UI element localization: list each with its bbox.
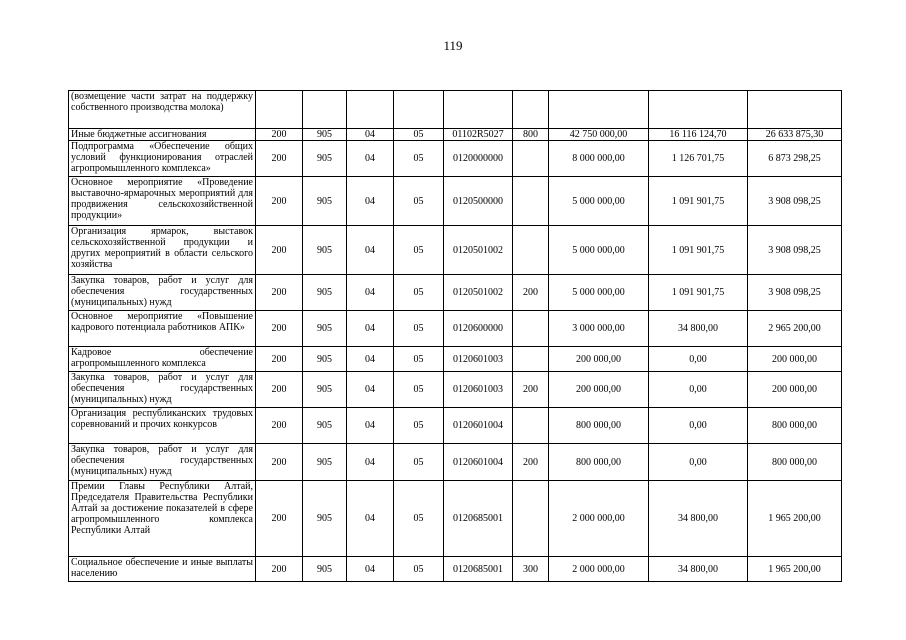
cell-expense-type (513, 141, 549, 177)
cell-target-article: 0120601003 (444, 372, 513, 408)
cell-admin-code: 200 (256, 226, 303, 275)
cell-expense-type (513, 91, 549, 129)
cell-executed-amount: 1 091 901,75 (649, 226, 748, 275)
cell-expense-type (513, 177, 549, 226)
cell-planned-amount: 3 000 000,00 (549, 311, 649, 347)
cell-target-article: 0120600000 (444, 311, 513, 347)
row-name: Основное мероприятие «Повышение кадрового потенциала работников АПК» (69, 311, 256, 347)
cell-target-article: 0120501002 (444, 275, 513, 311)
cell-section: 04 (347, 141, 394, 177)
cell-executed-amount: 1 091 901,75 (649, 177, 748, 226)
cell-remaining-amount: 3 908 098,25 (748, 275, 842, 311)
cell-planned-amount: 2 000 000,00 (549, 481, 649, 557)
cell-target-article (444, 91, 513, 129)
cell-admin-code: 200 (256, 275, 303, 311)
cell-subsection: 05 (394, 557, 444, 582)
cell-target-article: 0120000000 (444, 141, 513, 177)
cell-remaining-amount: 6 873 298,25 (748, 141, 842, 177)
cell-admin-code: 200 (256, 557, 303, 582)
cell-executed-amount: 34 800,00 (649, 311, 748, 347)
cell-planned-amount: 5 000 000,00 (549, 275, 649, 311)
cell-expense-type: 200 (513, 372, 549, 408)
cell-remaining-amount: 1 965 200,00 (748, 481, 842, 557)
cell-subsection: 05 (394, 177, 444, 226)
cell-planned-amount: 8 000 000,00 (549, 141, 649, 177)
cell-admin-code: 200 (256, 141, 303, 177)
cell-admin-code: 200 (256, 177, 303, 226)
cell-expense-type (513, 481, 549, 557)
cell-ministry-code: 905 (303, 372, 347, 408)
cell-ministry-code: 905 (303, 226, 347, 275)
cell-admin-code (256, 91, 303, 129)
cell-ministry-code: 905 (303, 481, 347, 557)
row-name: Кадровое обеспечение агропромышленного комплекса (69, 347, 256, 372)
cell-executed-amount: 0,00 (649, 408, 748, 444)
cell-admin-code: 200 (256, 408, 303, 444)
row-name: (возмещение части затрат на поддержку собственного производства молока) (69, 91, 256, 129)
cell-planned-amount: 200 000,00 (549, 347, 649, 372)
cell-subsection: 05 (394, 311, 444, 347)
cell-section: 04 (347, 481, 394, 557)
cell-executed-amount: 0,00 (649, 347, 748, 372)
cell-executed-amount (649, 91, 748, 129)
cell-section: 04 (347, 177, 394, 226)
table-row (69, 347, 842, 372)
cell-target-article: 0120685001 (444, 481, 513, 557)
page-number: 119 (443, 38, 463, 53)
cell-subsection: 05 (394, 372, 444, 408)
cell-ministry-code: 905 (303, 129, 347, 141)
table-row (69, 177, 842, 226)
cell-remaining-amount: 800 000,00 (748, 444, 842, 481)
cell-subsection: 05 (394, 275, 444, 311)
cell-section: 04 (347, 444, 394, 481)
cell-section: 04 (347, 408, 394, 444)
cell-target-article: 0120685001 (444, 557, 513, 582)
cell-ministry-code: 905 (303, 557, 347, 582)
table-row (69, 275, 842, 311)
table-row (69, 372, 842, 408)
cell-section: 04 (347, 275, 394, 311)
cell-planned-amount: 5 000 000,00 (549, 226, 649, 275)
cell-executed-amount: 34 800,00 (649, 557, 748, 582)
cell-remaining-amount: 3 908 098,25 (748, 226, 842, 275)
cell-planned-amount: 5 000 000,00 (549, 177, 649, 226)
cell-admin-code: 200 (256, 481, 303, 557)
budget-table (68, 90, 842, 582)
table-row (69, 91, 842, 129)
cell-subsection: 05 (394, 129, 444, 141)
table-row (69, 444, 842, 481)
cell-target-article: 0120501002 (444, 226, 513, 275)
cell-expense-type (513, 226, 549, 275)
cell-section: 04 (347, 347, 394, 372)
row-name: Социальное обеспечение и иные выплаты населению (69, 557, 256, 582)
cell-ministry-code: 905 (303, 347, 347, 372)
cell-ministry-code: 905 (303, 408, 347, 444)
cell-planned-amount: 2 000 000,00 (549, 557, 649, 582)
row-name: Основное мероприятие «Проведение выставочно-ярмарочных мероприятий для продвижения сельскохозяйственной продукции» (69, 177, 256, 226)
cell-section: 04 (347, 311, 394, 347)
cell-subsection: 05 (394, 444, 444, 481)
cell-expense-type: 300 (513, 557, 549, 582)
cell-ministry-code: 905 (303, 177, 347, 226)
cell-subsection: 05 (394, 226, 444, 275)
table-row (69, 557, 842, 582)
cell-ministry-code: 905 (303, 311, 347, 347)
cell-section: 04 (347, 372, 394, 408)
row-name: Премии Главы Республики Алтай, Председателя Правительства Республики Алтай за достижение показателей в сфере агропромышленного комплекса Республики Алтай (69, 481, 256, 557)
cell-remaining-amount: 800 000,00 (748, 408, 842, 444)
cell-section: 04 (347, 557, 394, 582)
cell-ministry-code: 905 (303, 275, 347, 311)
row-name: Организация республиканских трудовых соревнований и прочих конкурсов (69, 408, 256, 444)
cell-remaining-amount: 26 633 875,30 (748, 129, 842, 141)
cell-target-article: 01102R5027 (444, 129, 513, 141)
cell-executed-amount: 0,00 (649, 372, 748, 408)
cell-subsection: 05 (394, 347, 444, 372)
cell-remaining-amount: 3 908 098,25 (748, 177, 842, 226)
cell-remaining-amount: 200 000,00 (748, 372, 842, 408)
cell-target-article: 0120500000 (444, 177, 513, 226)
row-name: Организация ярмарок, выставок сельскохозяйственной продукции и других мероприятий в области сельского хозяйства (69, 226, 256, 275)
table-row (69, 129, 842, 141)
cell-admin-code: 200 (256, 347, 303, 372)
cell-executed-amount: 0,00 (649, 444, 748, 481)
cell-ministry-code: 905 (303, 444, 347, 481)
cell-expense-type: 800 (513, 129, 549, 141)
row-name: Иные бюджетные ассигнования (69, 129, 256, 141)
table-row (69, 141, 842, 177)
cell-expense-type (513, 311, 549, 347)
cell-executed-amount: 16 116 124,70 (649, 129, 748, 141)
cell-admin-code: 200 (256, 372, 303, 408)
cell-target-article: 0120601003 (444, 347, 513, 372)
cell-planned-amount: 800 000,00 (549, 408, 649, 444)
cell-target-article: 0120601004 (444, 408, 513, 444)
cell-admin-code: 200 (256, 311, 303, 347)
table-row (69, 481, 842, 557)
cell-ministry-code (303, 91, 347, 129)
cell-expense-type: 200 (513, 275, 549, 311)
cell-planned-amount: 200 000,00 (549, 372, 649, 408)
cell-remaining-amount (748, 91, 842, 129)
cell-remaining-amount: 1 965 200,00 (748, 557, 842, 582)
table-body (69, 91, 842, 582)
table-row (69, 408, 842, 444)
cell-target-article: 0120601004 (444, 444, 513, 481)
cell-ministry-code: 905 (303, 141, 347, 177)
cell-section: 04 (347, 129, 394, 141)
cell-executed-amount: 1 126 701,75 (649, 141, 748, 177)
cell-planned-amount: 42 750 000,00 (549, 129, 649, 141)
cell-executed-amount: 1 091 901,75 (649, 275, 748, 311)
row-name: Закупка товаров, работ и услуг для обеспечения государственных (муниципальных) нужд (69, 372, 256, 408)
cell-expense-type (513, 347, 549, 372)
cell-section (347, 91, 394, 129)
row-name: Закупка товаров, работ и услуг для обеспечения государственных (муниципальных) нужд (69, 275, 256, 311)
table-row (69, 226, 842, 275)
cell-planned-amount (549, 91, 649, 129)
cell-expense-type (513, 408, 549, 444)
cell-planned-amount: 800 000,00 (549, 444, 649, 481)
cell-subsection: 05 (394, 141, 444, 177)
row-name: Закупка товаров, работ и услуг для обеспечения государственных (муниципальных) нужд (69, 444, 256, 481)
cell-subsection: 05 (394, 408, 444, 444)
cell-admin-code: 200 (256, 129, 303, 141)
cell-subsection: 05 (394, 481, 444, 557)
row-name: Подпрограмма «Обеспечение общих условий функционирования отраслей агропромышленного комплекса» (69, 141, 256, 177)
cell-admin-code: 200 (256, 444, 303, 481)
cell-remaining-amount: 200 000,00 (748, 347, 842, 372)
cell-remaining-amount: 2 965 200,00 (748, 311, 842, 347)
cell-expense-type: 200 (513, 444, 549, 481)
cell-section: 04 (347, 226, 394, 275)
cell-executed-amount: 34 800,00 (649, 481, 748, 557)
cell-subsection (394, 91, 444, 129)
table-row (69, 311, 842, 347)
